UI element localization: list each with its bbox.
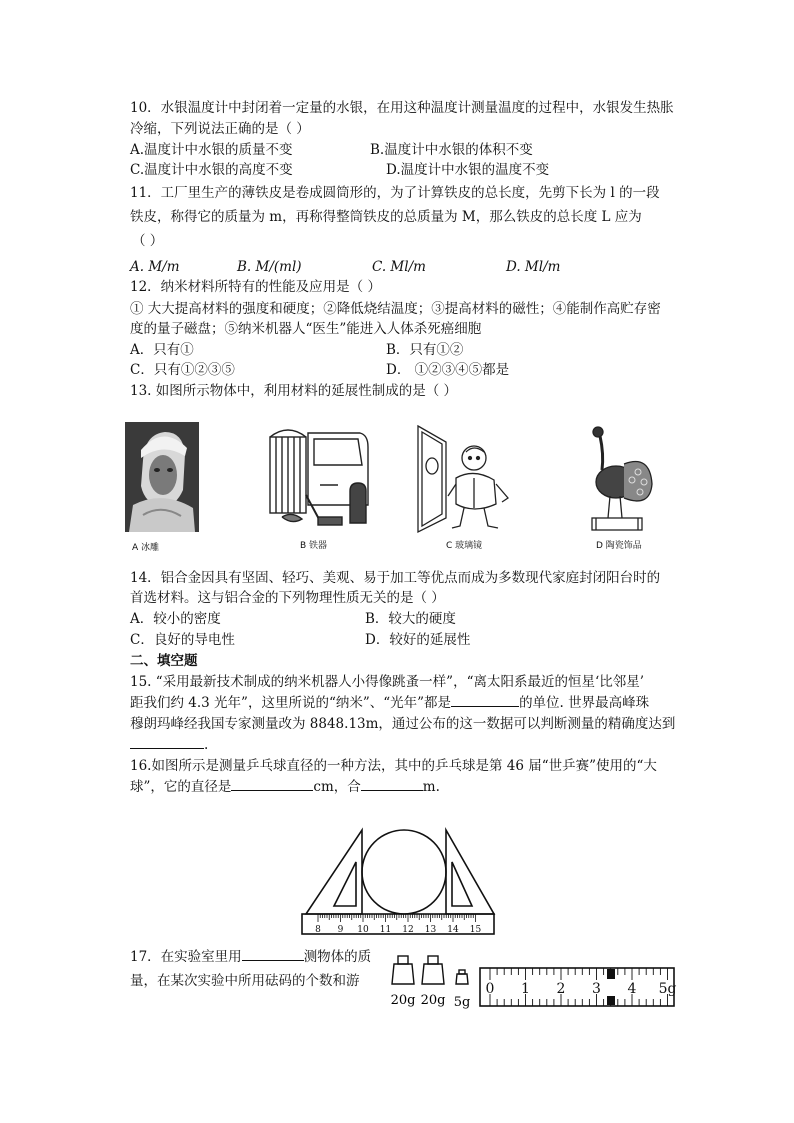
weight-label-3: 5g [453, 995, 471, 1010]
ruler-label: 15 [469, 925, 482, 935]
q17-stem-line1 [130, 948, 371, 966]
q12-option-d: D． ①②③④⑤都是 [386, 362, 510, 378]
q11-option-c: C. Ml/m [372, 259, 426, 275]
weights-diagram [388, 950, 478, 1012]
q13-stem: 13. 如图所示物体中，利用材料的延展性制成的是（ ） [130, 383, 458, 399]
q14-stem-line1: 14．铝合金因具有坚固、轻巧、美观、易于加工等优点而成为多数现代家庭封闭阳台时的 [130, 570, 661, 586]
q15-period: . [204, 737, 209, 753]
q16-stem-line2 [130, 778, 440, 796]
balance-beam-scale [478, 966, 678, 1008]
q16-blank-m[interactable] [361, 778, 423, 791]
q11-option-b: B. M/(ml) [237, 259, 302, 275]
q14-stem-line2: 首选材料。这与铝合金的下列物理性质无关的是（ ） [130, 590, 445, 606]
q10-option-b: B.温度计中水银的体积不变 [370, 142, 533, 158]
q15-stem-line1: 15. “采用最新技术制成的纳米机器人小得像跳蚤一样”，“离太阳系最近的恒星‘比邻星’ [130, 674, 645, 690]
beam-scale-label: 3 [592, 981, 601, 997]
ruler-label: 8 [315, 925, 321, 935]
beam-scale-label: 4 [627, 981, 637, 997]
q10-option-c: C.温度计中水银的高度不变 [130, 162, 293, 178]
q16-text-a: 球”，它的直径是 [130, 779, 232, 795]
q11-option-d: D. Ml/m [506, 259, 561, 275]
q11-option-a: A. M/m [130, 259, 180, 275]
q17-text-a: 17．在实验室里用 [130, 949, 242, 965]
mirror-image [412, 422, 516, 534]
q10-option-d: D.温度计中水银的温度不变 [386, 162, 550, 178]
q15-text-a: 距我们约 4.3 光年”，这里所说的“纳米”、“光年”都是 [130, 695, 452, 711]
q12-stem-line3: 度的量子磁盘；⑤纳米机器人“医生”能进入人体杀死癌细胞 [130, 321, 482, 337]
q10-option-a: A.温度计中水银的质量不变 [130, 142, 293, 158]
q12-option-a: A．只有① [130, 342, 194, 358]
ice-sculpture-image [123, 420, 201, 535]
weight-label-2: 20g [420, 993, 446, 1008]
q11-stem-line2: 铁皮，称得它的质量为 m，再称得整筒铁皮的总质量为 M，那么铁皮的总长度 L 应为 [130, 209, 642, 225]
q14-option-b: B．较大的硬度 [365, 611, 456, 627]
q15-blank-unit[interactable] [451, 694, 519, 707]
q12-option-b: B．只有①② [386, 342, 464, 358]
iron-items-image [262, 425, 382, 530]
q12-option-c: C．只有①②③⑤ [130, 362, 235, 378]
q13-caption-d: D 陶瓷饰品 [596, 541, 642, 551]
beam-scale-label: 5g [658, 981, 677, 997]
q10-stem-line2: 冷缩，下列说法正确的是（ ） [130, 121, 310, 137]
weight-label-1: 20g [390, 993, 416, 1008]
q17-stem-line2: 量，在某次实验中所用砝码的个数和游 [130, 973, 360, 989]
q14-option-a: A．较小的密度 [130, 611, 221, 627]
q16-stem-line1: 16.如图所示是测量乒乓球直径的一种方法，其中的乒乓球是第 46 届“世乒赛”使用的“大 [130, 758, 657, 774]
beam-scale-label: 0 [485, 981, 495, 997]
beam-scale-label: 1 [521, 981, 530, 997]
ruler-label: 14 [447, 925, 459, 935]
beam-scale-label: 2 [556, 981, 566, 997]
q16-blank-cm[interactable] [231, 778, 313, 791]
q17-text-b: 测物体的质 [303, 949, 372, 965]
q16-text-c: m. [422, 779, 440, 795]
q12-stem-line2: ① 大大提高材料的强度和硬度；②降低烧结温度；③提高材料的磁性；④能制作高贮存密 [130, 301, 661, 317]
ruler-label: 12 [402, 925, 414, 935]
ceramic-ornament-image [580, 424, 660, 534]
q13-caption-c: C 玻璃镜 [446, 541, 483, 551]
q14-option-d: D．较好的延展性 [365, 632, 471, 648]
q16-text-b: cm，合 [313, 779, 361, 795]
q14-option-c: C．良好的导电性 [130, 632, 235, 648]
q10-stem-line1: 10．水银温度计中封闭着一定量的水银，在用这种温度计测量温度的过程中，水银发生热胀 [130, 100, 674, 116]
q15-stem-line4 [130, 736, 208, 754]
q13-caption-b: B 铁器 [300, 541, 328, 551]
q15-stem-line3: 穆朗玛峰经我国专家测量改为 8848.13m，通过公布的这一数据可以判断测量的精确度达到 [130, 716, 676, 732]
ping-pong-measurement-diagram [300, 826, 496, 938]
ruler-label: 13 [424, 925, 437, 935]
ruler-label: 9 [337, 925, 344, 935]
q15-stem-line2 [130, 694, 649, 712]
q11-answer-paren: （ ） [132, 233, 164, 249]
q15-text-b: 的单位. 世界最高峰珠 [519, 695, 650, 711]
q11-stem-line1: 11．工厂里生产的薄铁皮是卷成圆筒形的，为了计算铁皮的总长度，先剪下长为 l 的一段 [130, 185, 660, 201]
q12-stem-line1: 12．纳米材料所特有的性能及应用是（ ） [130, 279, 381, 295]
ruler-label: 11 [379, 925, 392, 935]
q15-blank-precision[interactable] [130, 736, 204, 749]
q13-caption-a: A 冰雕 [132, 543, 160, 553]
section-heading-fill-in: 二、填空题 [130, 653, 198, 669]
q17-blank-instrument[interactable] [242, 948, 304, 961]
ruler-label: 10 [357, 925, 369, 935]
